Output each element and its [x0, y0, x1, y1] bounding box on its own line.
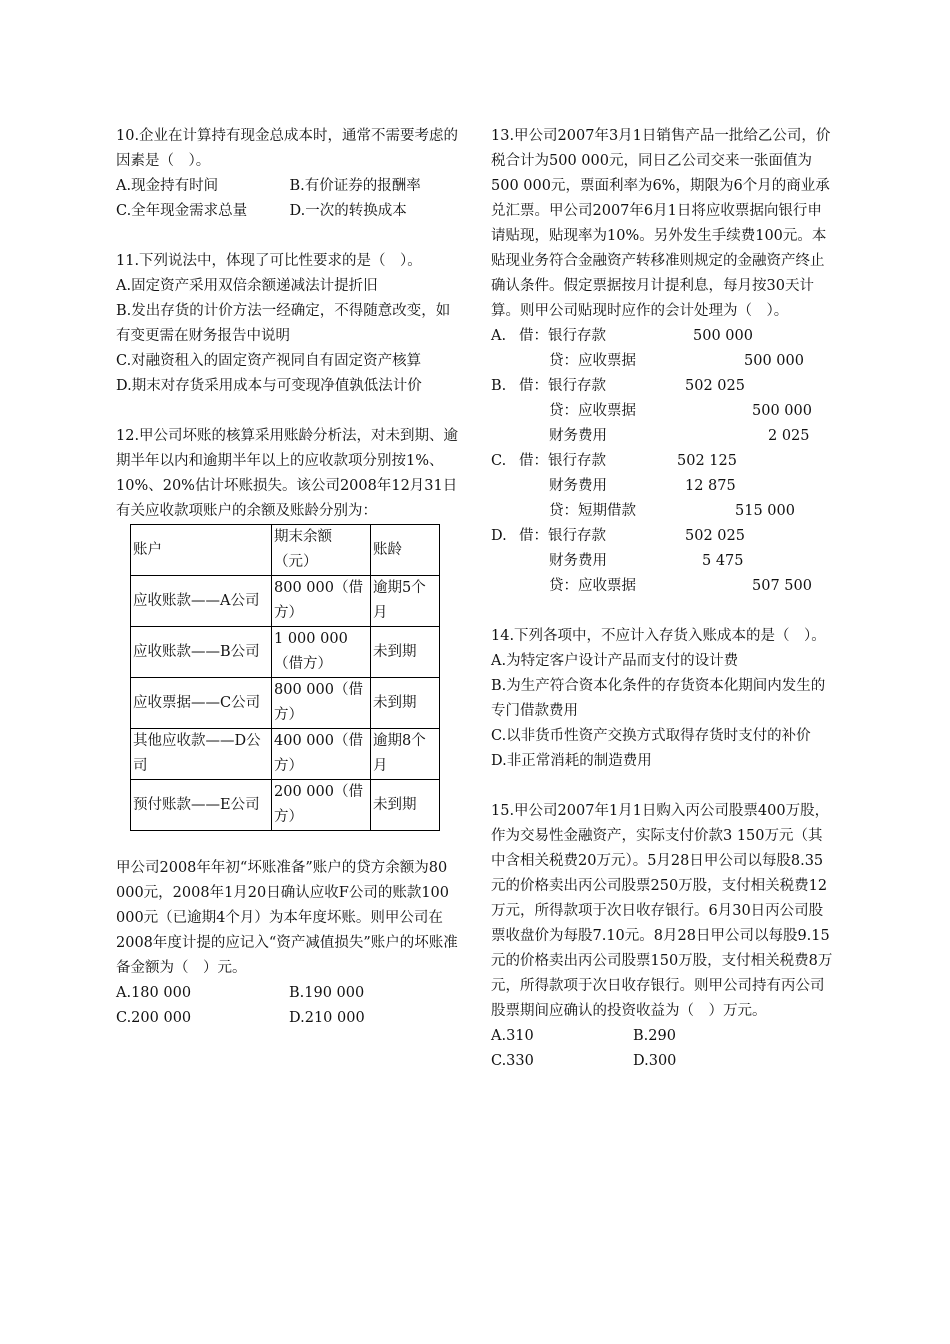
question-11	[116, 249, 463, 399]
question-13-stem: 13.甲公司2007年3月1日销售产品一批给乙公司，价税合计为500 000元，同日乙公司交来一张面值为500 000元，票面利率为6%，期限为6个月的商业承兑汇票。甲公司2007年6月1日将应收票据向银行申请贴现，贴现率为10%。另外发生手续费100元。本贴现业务符合金融资产转移准则规定的金融资产终止确认条件。假定票据按月计提利息，每月按30天计算。则甲公司贴现时应作的会计处理为（ ）。	[491, 128, 831, 319]
table-cell-account: 其他应收款——D公司	[131, 729, 272, 780]
entry-label: 财务费用	[549, 478, 607, 494]
question-10	[116, 124, 463, 224]
table-header-row	[131, 525, 440, 576]
table-cell-balance: 400 000（借方）	[272, 729, 371, 780]
table-cell-balance: 800 000（借方）	[272, 678, 371, 729]
entry-amount: 12 875	[685, 478, 736, 494]
question-13-option-b[interactable]	[491, 374, 836, 449]
journal-line	[491, 524, 836, 549]
table-cell-account: 预付账款——E公司	[131, 780, 272, 831]
entry-label: 财务费用	[549, 553, 607, 569]
option-letter: C.	[491, 453, 507, 469]
question-15-stem: 15.甲公司2007年1月1日购入丙公司股票400万股，作为交易性金融资产，实际支付价款3 150万元（其中含相关税费20万元）。5月28日甲公司以每股8.35元的价格卖出丙公司股票250万股，支付相关税费12万元，所得款项于次日收存银行。6月30日丙公司股票收盘价为每股7.10元。8月28日甲公司以每股9.15元的价格卖出丙公司股票150万股，支付相关税费8万元，所得款项于次日收存银行。则甲公司持有丙公司股票期间应确认的投资收益为（ ）万元。	[491, 803, 833, 1019]
journal-line	[491, 549, 836, 574]
table-cell-age: 逾期5个月	[371, 576, 440, 627]
entry-amount: 500 000	[752, 403, 812, 419]
question-14	[491, 624, 836, 774]
question-15-option-b[interactable]: B.290	[633, 1028, 676, 1044]
entry-amount: 500 000	[744, 353, 804, 369]
journal-line	[491, 574, 836, 599]
question-13	[491, 124, 836, 599]
question-15-option-d[interactable]: D.300	[633, 1053, 677, 1069]
entry-amount: 2 025	[768, 428, 810, 444]
table-header-account: 账户	[131, 525, 272, 576]
question-10-options	[116, 174, 463, 224]
journal-line	[491, 499, 836, 524]
question-10-stem: 10.企业在计算持有现金总成本时，通常不需要考虑的因素是（ ）。	[116, 128, 459, 169]
table-cell-age: 未到期	[371, 627, 440, 678]
question-12-stem: 12.甲公司坏账的核算采用账龄分析法，对未到期、逾期半年以内和逾期半年以上的应收款项分别按1%、10%、20%估计坏账损失。该公司2008年12月31日有关应收款项账户的余额及账龄分别为：	[116, 428, 459, 519]
table-header-balance: 期末余额（元）	[272, 525, 371, 576]
table-row	[131, 678, 440, 729]
entry-label: 借：银行存款	[519, 453, 606, 469]
question-14-option-d[interactable]: D.非正常消耗的制造费用	[491, 753, 652, 769]
question-13-option-d[interactable]	[491, 524, 836, 599]
left-column	[116, 124, 463, 1031]
question-15-option-c[interactable]: C.330	[491, 1053, 534, 1069]
entry-amount: 502 125	[677, 453, 737, 469]
entry-amount: 507 500	[752, 578, 812, 594]
option-letter: B.	[491, 378, 507, 394]
entry-label: 财务费用	[549, 428, 607, 444]
question-10-option-a[interactable]: A.现金持有时间	[116, 178, 219, 194]
option-letter: D.	[491, 528, 507, 544]
entry-label: 借：银行存款	[519, 528, 606, 544]
question-15	[491, 799, 836, 1074]
table-cell-age: 未到期	[371, 678, 440, 729]
journal-line	[491, 399, 836, 424]
question-12-options	[116, 981, 463, 1031]
receivables-table	[130, 524, 440, 831]
question-10-option-b[interactable]: B.有价证券的报酬率	[289, 178, 421, 194]
journal-line	[491, 424, 836, 449]
question-11-stem: 11.下列说法中，体现了可比性要求的是（ ）。	[116, 253, 422, 269]
question-11-option-d[interactable]: D.期末对存货采用成本与可变现净值孰低法计价	[116, 378, 422, 394]
entry-amount: 5 475	[702, 553, 744, 569]
table-row	[131, 729, 440, 780]
journal-line	[491, 349, 836, 374]
question-11-option-b[interactable]: B.发出存货的计价方法一经确定，不得随意改变，如有变更需在财务报告中说明	[116, 303, 451, 344]
question-12-option-c[interactable]: C.200 000	[116, 1010, 192, 1026]
entry-amount: 515 000	[735, 503, 795, 519]
question-14-stem: 14.下列各项中，不应计入存货入账成本的是（ ）。	[491, 628, 826, 644]
question-13-option-a[interactable]	[491, 324, 836, 374]
journal-line	[491, 374, 836, 399]
table-cell-age: 未到期	[371, 780, 440, 831]
question-12-tail: 甲公司2008年年初“坏账准备”账户的贷方余额为80 000元，2008年1月20日确认应收F公司的账款100 000元（已逾期4个月）为本年度坏账。则甲公司在2008年度计提的应记入“资产减值损失”账户的坏账准备金额为（ ）元。	[116, 860, 458, 976]
table-cell-balance: 800 000（借方）	[272, 576, 371, 627]
entry-amount: 502 025	[685, 378, 745, 394]
entry-amount: 500 000	[693, 328, 753, 344]
table-header-age: 账龄	[371, 525, 440, 576]
entry-amount: 502 025	[685, 528, 745, 544]
question-12	[116, 424, 463, 1031]
question-10-option-d[interactable]: D.一次的转换成本	[289, 203, 407, 219]
table-cell-balance: 1 000 000（借方）	[272, 627, 371, 678]
question-13-option-c[interactable]	[491, 449, 836, 524]
entry-label: 借：银行存款	[519, 328, 606, 344]
question-15-option-a[interactable]: A.310	[491, 1028, 534, 1044]
journal-line	[491, 449, 836, 474]
table-cell-account: 应收票据——C公司	[131, 678, 272, 729]
question-11-option-c[interactable]: C.对融资租入的固定资产视同自有固定资产核算	[116, 353, 422, 369]
question-12-option-b[interactable]: B.190 000	[289, 985, 365, 1001]
table-cell-age: 逾期8个月	[371, 729, 440, 780]
entry-label: 借：银行存款	[519, 378, 606, 394]
question-12-option-a[interactable]: A.180 000	[116, 985, 192, 1001]
question-12-option-d[interactable]: D.210 000	[289, 1010, 365, 1026]
right-column	[491, 124, 836, 1074]
question-10-option-c[interactable]: C.全年现金需求总量	[116, 203, 248, 219]
question-11-option-a[interactable]: A.固定资产采用双倍余额递减法计提折旧	[116, 278, 378, 294]
question-14-option-c[interactable]: C.以非货币性资产交换方式取得存货时支付的补价	[491, 728, 811, 744]
entry-label: 贷：应收票据	[549, 353, 636, 369]
table-row	[131, 780, 440, 831]
journal-line	[491, 324, 836, 349]
table-cell-account: 应收账款——B公司	[131, 627, 272, 678]
question-15-options	[491, 1024, 836, 1074]
entry-label: 贷：短期借款	[549, 503, 636, 519]
journal-line	[491, 474, 836, 499]
table-row	[131, 576, 440, 627]
option-letter: A.	[491, 328, 507, 344]
table-cell-account: 应收账款——A公司	[131, 576, 272, 627]
question-14-option-b[interactable]: B.为生产符合资本化条件的存货资本化期间内发生的专门借款费用	[491, 678, 826, 719]
entry-label: 贷：应收票据	[549, 578, 636, 594]
table-row	[131, 627, 440, 678]
question-14-option-a[interactable]: A.为特定客户设计产品而支付的设计费	[491, 653, 739, 669]
table-cell-balance: 200 000（借方）	[272, 780, 371, 831]
entry-label: 贷：应收票据	[549, 403, 636, 419]
